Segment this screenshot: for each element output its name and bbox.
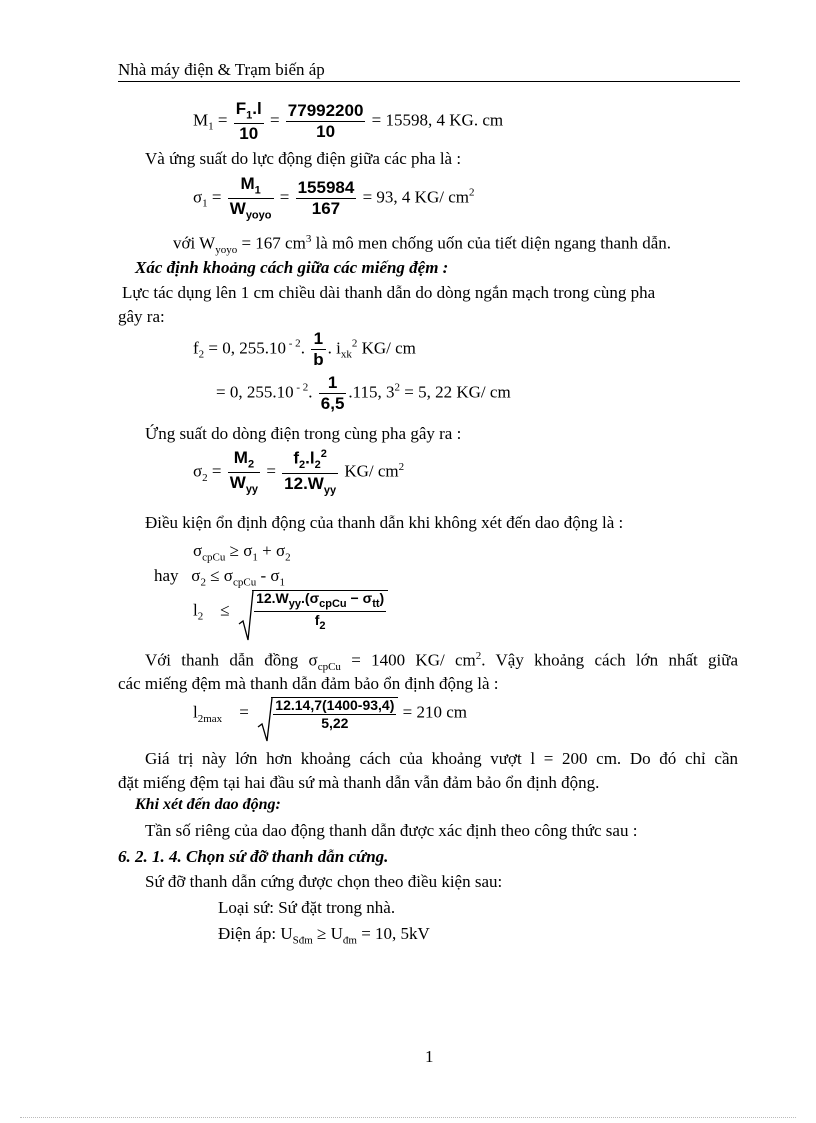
sigma2-intro: Ứng suất do dòng điện trong cùng pha gây ra : — [145, 424, 462, 443]
condition-1: $\sigma_{cpCu} \ge \sigma_1 + \sigma_2$ — [193, 541, 291, 564]
equation-sigma2: $\sigma_2$ = $\frac{M_2}{W_{yy}}$ = $\frac{f_2.l_2^2}{12.W_{yy}}$ KG/ $cm^2$ — [193, 448, 405, 496]
value-paragraph-line1: Giá trị này lớn hơn khoảng cách của khoảng vượt l = 200 cm. Do đó chỉ cần — [145, 749, 738, 768]
heading-spacing: Xác định khoảng cách giữa các miếng đệm : — [135, 258, 449, 277]
force-paragraph-line1: Lực tác dụng lên 1 cm chiều dài thanh dẫn do dòng ngắn mạch trong cùng pha — [122, 283, 656, 302]
force-paragraph-line2: gây ra: — [118, 307, 165, 326]
insulator-paragraph: Sứ đỡ thanh dẫn cứng được chọn theo điều kiện sau: — [145, 872, 503, 891]
condition-2: hay $\sigma_2 \le \sigma_{cpCu} - \sigma_1$ — [154, 566, 286, 589]
heading-vibration: Khi xét đến dao động: — [135, 796, 281, 813]
equation-l2max: $l_{2max}$ = $\frac{12.14,7(1400-93,4)}{5,22}$ = 210 cm — [193, 697, 467, 730]
equation-f2: $f_2 = 0$, 255.10 $^{- 2}$. $\frac{1}{b}$ . $i_{xk}^2$ KG/ cm — [193, 329, 416, 369]
condition-3: $l_2$ ≤ $\frac{12.W_{yy}.(\sigma_{cpCu} - \sigma_{tt})}{f_2}$ — [193, 590, 388, 633]
page-number: 1 — [425, 1047, 434, 1066]
equation-m1: $M_1$ = $\frac{F_1.l}{10}$ = $\frac{77992200}{10}$ = 15598, 4 KG. cm — [193, 99, 504, 143]
wyoyo-note: với $W_{yoyo} = 167$ $cm^3$ là mô men chống uốn của tiết diện ngang thanh dẫn. — [173, 233, 672, 257]
sqrt-symbol: $\frac{12.W_{yy}.(\sigma_{cpCu} - \sigma_{tt})}{f_2}$ — [238, 590, 388, 633]
sigma1-intro: Và ứng suất do lực động điện giữa các pha là : — [145, 149, 462, 168]
value-paragraph-line2: đặt miếng đệm tại hai đầu sứ mà thanh dẫn vẫn đảm bảo ổn định động. — [118, 773, 600, 792]
copper-paragraph-line2: các miếng đệm mà thanh dẫn đảm bảo ổn định động là : — [118, 674, 499, 693]
insulator-type: Loại sứ: Sứ đặt trong nhà. — [218, 898, 396, 917]
insulator-voltage: Điện áp: $U_{Sđm} \ge U_{đm} = 10$, 5kV — [218, 924, 430, 947]
sqrt-symbol: $\frac{12.14,7(1400-93,4)}{5,22}$ — [257, 697, 398, 730]
copper-paragraph-line1: Với thanh dẫn đồng $\sigma_{cpCu} = 1400$ KG/ $cm^2$. Vậy khoảng cách lớn nhất giữa — [145, 650, 738, 674]
frequency-paragraph: Tần số riêng của dao động thanh dẫn được xác định theo công thức sau : — [145, 821, 638, 840]
page-header: Nhà máy điện & Trạm biến áp — [118, 61, 740, 82]
equation-f2-value: = 0, 255.10 $^{- 2}$. $\frac{1}{6,5}$ .115, $3^2 = 5$, 22 KG/ cm — [216, 373, 511, 413]
equation-sigma1: $\sigma_1$ = $\frac{M_1}{W_{yoyo}}$ = $\frac{155984}{167}$ = 93, 4 KG/ $cm^2$ — [193, 174, 475, 222]
page-bottom-divider — [20, 1117, 796, 1118]
section-heading: 6. 2. 1. 4. Chọn sứ đỡ thanh dẫn cứng. — [118, 847, 389, 866]
condition-intro: Điều kiện ổn định động của thanh dẫn khi không xét đến dao động là : — [145, 513, 624, 532]
